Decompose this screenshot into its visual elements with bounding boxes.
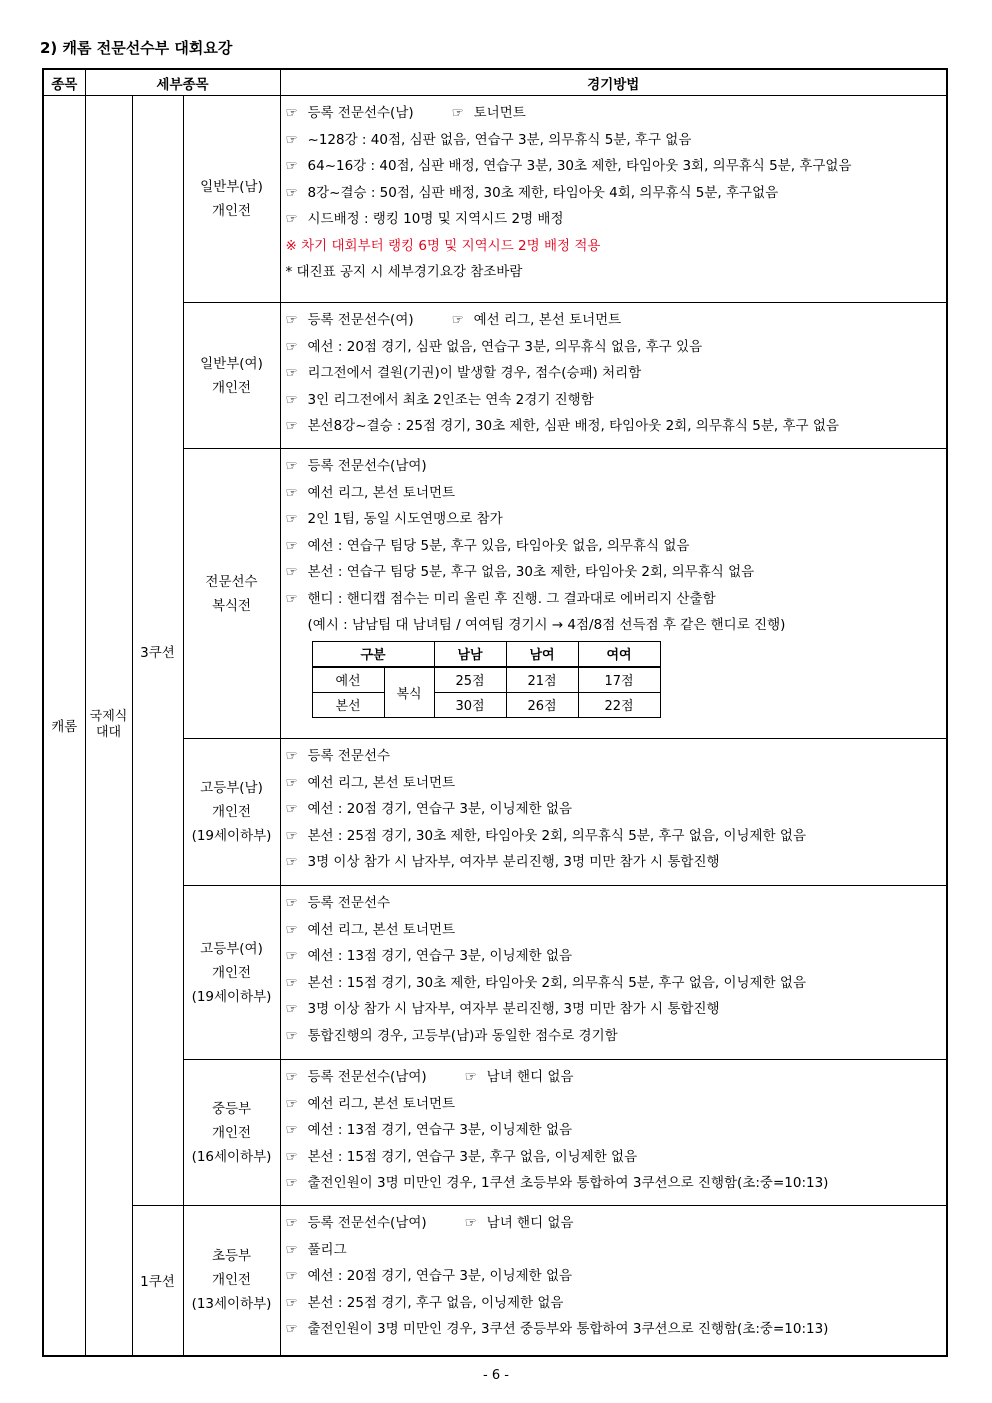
method-line xyxy=(286,1091,946,1118)
pointing-hand-icon: ☞ xyxy=(285,590,298,607)
method-line xyxy=(286,1316,946,1343)
pointing-hand-icon: ☞ xyxy=(285,511,298,527)
score-value: 21점 xyxy=(506,667,578,693)
method-lines xyxy=(286,890,946,1049)
pointing-hand-icon: ☞ xyxy=(285,827,298,844)
rules-table xyxy=(42,68,948,1357)
method-lines xyxy=(286,743,946,876)
notice-red: ※ 차기 대회부터 랭킹 6명 및 지역시드 2명 배정 적용 xyxy=(285,237,601,254)
pointing-hand-icon: ☞ xyxy=(285,312,298,328)
method-cell xyxy=(280,739,947,886)
method-line-text: 시드배정 : 랭킹 10명 및 지역시드 2명 배정 xyxy=(307,211,564,227)
pointing-hand-icon: ☞ xyxy=(285,854,298,870)
method-cell xyxy=(280,1060,947,1206)
method-line xyxy=(286,180,946,207)
method-line xyxy=(286,453,946,480)
pointing-hand-icon: ☞ xyxy=(285,1175,298,1191)
method-line xyxy=(286,943,946,970)
method-lines xyxy=(286,1064,946,1197)
cushion-1-cell: 1쿠션 xyxy=(132,1206,183,1356)
sub-event-name xyxy=(183,1060,280,1206)
method-lines xyxy=(286,100,946,286)
pointing-hand-icon: ☞ xyxy=(285,1294,298,1311)
sub-event-name xyxy=(183,739,280,886)
method-line-text: 등록 전문선수(남여) xyxy=(307,1215,427,1231)
method-line xyxy=(286,1237,946,1264)
method-line xyxy=(286,334,946,361)
score-header-row xyxy=(312,641,660,667)
method-line-text: 본선 : 25점 경기, 후구 없음, 이닝제한 없음 xyxy=(307,1294,564,1311)
pointing-hand-icon: ☞ xyxy=(285,391,298,408)
score-merged-label: 복식 xyxy=(384,667,434,718)
pointing-hand-icon: ☞ xyxy=(285,1001,298,1017)
method-line-text: 통합진행의 경우, 고등부(남)과 동일한 점수로 경기함 xyxy=(307,1027,618,1044)
method-line xyxy=(286,1263,946,1290)
method-line-text: 등록 전문선수 xyxy=(307,748,391,764)
method-line-extra: 남녀 핸디 없음 xyxy=(486,1215,574,1231)
method-line xyxy=(286,413,946,440)
method-line-text: 예선 : 20점 경기, 연습구 3분, 이닝제한 없음 xyxy=(307,1268,573,1284)
section-row xyxy=(43,1206,947,1356)
pointing-hand-icon: ☞ xyxy=(285,801,298,817)
method-line xyxy=(286,823,946,850)
pointing-hand-icon: ☞ xyxy=(464,1069,477,1085)
section-row xyxy=(43,96,947,303)
method-line-text: 예선 : 13점 경기, 연습구 3분, 이닝제한 없음 xyxy=(307,1122,573,1138)
pointing-hand-icon: ☞ xyxy=(285,338,298,355)
method-line-text: 출전인원이 3명 미만인 경우, 1쿠션 초등부와 통합하여 3쿠션으로 진행함(초:중=10:13) xyxy=(307,1175,829,1191)
type-cell: 국제식 대대 xyxy=(85,96,132,1356)
sub-event-name xyxy=(183,303,280,449)
method-cell xyxy=(280,1206,947,1356)
sub-event-name xyxy=(183,886,280,1060)
header-event: 종목 xyxy=(43,69,85,96)
method-line-text: 예선 리그, 본선 토너먼트 xyxy=(307,1095,456,1112)
event-cell: 캐롬 xyxy=(43,96,85,1356)
sub-event-label: 전문선수 복식전 xyxy=(205,573,258,614)
method-line-text: 예선 : 13점 경기, 연습구 3분, 이닝제한 없음 xyxy=(307,948,573,964)
sub-event-label: 일반부(여) 개인전 xyxy=(200,355,263,396)
score-header: 구분 xyxy=(312,641,434,667)
method-cell xyxy=(280,449,947,739)
sub-event-name xyxy=(183,1206,280,1356)
pointing-hand-icon: ☞ xyxy=(285,1148,298,1165)
score-value: 30점 xyxy=(434,692,506,717)
pointing-hand-icon: ☞ xyxy=(285,1027,298,1044)
pointing-hand-icon: ☞ xyxy=(285,1241,298,1258)
pointing-hand-icon: ☞ xyxy=(285,1122,298,1138)
score-row xyxy=(312,692,660,717)
method-line-text: 예선 리그, 본선 토너먼트 xyxy=(307,484,456,501)
method-line xyxy=(286,996,946,1023)
method-cell xyxy=(280,886,947,1060)
method-line-text: 등록 전문선수(남) xyxy=(307,105,414,121)
pointing-hand-icon: ☞ xyxy=(285,1268,298,1284)
score-header: 여여 xyxy=(578,641,660,667)
method-line xyxy=(286,533,946,560)
sub-event-name xyxy=(183,449,280,739)
method-line xyxy=(286,1144,946,1171)
pointing-hand-icon: ☞ xyxy=(451,105,464,121)
score-header: 남남 xyxy=(434,641,506,667)
header-sub-event: 세부종목 xyxy=(85,69,280,96)
method-line-text: 3명 이상 참가 시 남자부, 여자부 분리진행, 3명 미만 참가 시 통합진행 xyxy=(307,854,720,870)
score-header: 남여 xyxy=(506,641,578,667)
pointing-hand-icon: ☞ xyxy=(285,1069,298,1085)
method-line xyxy=(286,100,946,127)
method-line xyxy=(286,1290,946,1317)
method-line-text: ~128강 : 40점, 심판 없음, 연습구 3분, 의무휴식 5분, 후구 없음 xyxy=(307,131,692,148)
method-line-text: 3명 이상 참가 시 남자부, 여자부 분리진행, 3명 미만 참가 시 통합진행 xyxy=(307,1001,720,1017)
pointing-hand-icon: ☞ xyxy=(285,1215,298,1231)
method-line xyxy=(286,1170,946,1197)
method-line-extra: 토너먼트 xyxy=(473,105,526,121)
pointing-hand-icon: ☞ xyxy=(285,974,298,991)
page-number: - 6 - xyxy=(483,1368,509,1383)
method-line-text: 본선 : 25점 경기, 30초 제한, 타임아웃 2회, 의무휴식 5분, 후구 없음, 이닝제한 없음 xyxy=(307,827,806,844)
method-line xyxy=(286,1023,946,1050)
pointing-hand-icon: ☞ xyxy=(285,895,298,911)
method-line xyxy=(286,890,946,917)
pointing-hand-icon: ☞ xyxy=(285,1321,298,1337)
method-line-text: 64~16강 : 40점, 심판 배정, 연습구 3분, 30초 제한, 타임아웃 3회, 의무휴식 5분, 후구없음 xyxy=(307,158,852,174)
pointing-hand-icon: ☞ xyxy=(285,921,298,938)
method-line-text: 예선 리그, 본선 토너먼트 xyxy=(307,774,456,791)
header-row xyxy=(43,69,947,96)
method-line-text: 3인 리그전에서 최초 2인조는 연속 2경기 진행함 xyxy=(307,391,594,408)
method-line xyxy=(286,506,946,533)
method-line-text: 등록 전문선수(남여) xyxy=(307,458,427,474)
sub-event-label: 고등부(여) 개인전 (19세이하부) xyxy=(191,940,272,1005)
method-line xyxy=(286,770,946,797)
pointing-hand-icon: ☞ xyxy=(285,418,298,434)
pointing-hand-icon: ☞ xyxy=(285,537,298,554)
pointing-hand-icon: ☞ xyxy=(285,484,298,501)
method-line-text: 등록 전문선수(남여) xyxy=(307,1069,427,1085)
method-line-text: 등록 전문선수(여) xyxy=(307,312,414,328)
method-line xyxy=(286,586,946,613)
score-value: 26점 xyxy=(506,692,578,717)
pointing-hand-icon: ☞ xyxy=(285,105,298,121)
notice: * 대진표 공지 시 세부경기요강 참조바람 xyxy=(285,264,523,280)
score-value: 22점 xyxy=(578,692,660,717)
method-line xyxy=(286,743,946,770)
method-line-text: 풀리그 xyxy=(307,1241,347,1258)
method-line-text: 본선8강~결승 : 25점 경기, 30초 제한, 심판 배정, 타임아웃 2회, 의무휴식 5분, 후구 없음 xyxy=(307,418,839,434)
method-lines xyxy=(286,1210,946,1343)
method-line xyxy=(286,1210,946,1237)
score-row xyxy=(312,667,660,693)
method-line-text: 예선 : 20점 경기, 연습구 3분, 이닝제한 없음 xyxy=(307,801,573,817)
score-label: 본선 xyxy=(312,692,384,717)
method-line xyxy=(286,917,946,944)
sub-event-label: 초등부 개인전 (13세이하부) xyxy=(191,1248,272,1313)
method-line xyxy=(286,360,946,387)
sub-event-label: 일반부(남) 개인전 xyxy=(200,179,263,219)
score-value: 17점 xyxy=(578,667,660,693)
pointing-hand-icon: ☞ xyxy=(285,948,298,964)
pointing-hand-icon: ☞ xyxy=(285,184,298,201)
method-line-extra: 예선 리그, 본선 토너먼트 xyxy=(473,312,622,328)
pointing-hand-icon: ☞ xyxy=(285,774,298,791)
example-text: (예시 : 남남팀 대 남녀팀 / 여여팀 경기시 → 4점/8점 선득점 후 같은 핸디로 진행) xyxy=(307,617,786,633)
pointing-hand-icon: ☞ xyxy=(285,564,298,580)
method-line-extra: 남녀 핸디 없음 xyxy=(486,1069,574,1085)
header-method: 경기방법 xyxy=(280,69,947,96)
method-line xyxy=(286,480,946,507)
sub-event-label: 고등부(남) 개인전 (19세이하부) xyxy=(191,780,272,844)
pointing-hand-icon: ☞ xyxy=(451,312,464,328)
method-line xyxy=(286,153,946,180)
method-line-text: 출전인원이 3명 미만인 경우, 3쿠션 중등부와 통합하여 3쿠션으로 진행함(초:중=10:13) xyxy=(307,1321,829,1337)
method-line xyxy=(286,206,946,233)
pointing-hand-icon: ☞ xyxy=(285,365,298,381)
method-line-text: 본선 : 15점 경기, 30초 제한, 타임아웃 2회, 의무휴식 5분, 후구 없음, 이닝제한 없음 xyxy=(307,974,806,991)
method-line-text: 본선 : 15점 경기, 연습구 3분, 후구 없음, 이닝제한 없음 xyxy=(307,1148,638,1165)
method-line-text: 2인 1팀, 동일 시도연맹으로 참가 xyxy=(307,511,503,527)
method-line-text: 핸디 : 핸디캡 점수는 미리 올린 후 진행. 그 결과대로 에버리지 산출함 xyxy=(307,590,716,607)
pointing-hand-icon: ☞ xyxy=(285,1095,298,1112)
pointing-hand-icon: ☞ xyxy=(285,748,298,764)
score-table xyxy=(312,641,661,718)
method-line xyxy=(286,849,946,876)
cushion-3-cell: 3쿠션 xyxy=(132,96,183,1206)
method-line xyxy=(286,387,946,414)
method-line xyxy=(286,1117,946,1144)
method-line-text: 예선 : 20점 경기, 심판 없음, 연습구 3분, 의무휴식 없음, 후구 있음 xyxy=(307,338,703,355)
method-line-text: 등록 전문선수 xyxy=(307,895,391,911)
method-line-text: 예선 : 연습구 팀당 5분, 후구 있음, 타임아웃 없음, 의무휴식 없음 xyxy=(307,537,690,554)
method-cell xyxy=(280,96,947,303)
method-line xyxy=(286,1064,946,1091)
method-line xyxy=(286,307,946,334)
sub-event-label: 중등부 개인전 (16세이하부) xyxy=(191,1100,272,1165)
method-line-text: 본선 : 연습구 팀당 5분, 후구 없음, 30초 제한, 타임아웃 2회, 의무휴식 없음 xyxy=(307,564,755,580)
pointing-hand-icon: ☞ xyxy=(285,131,298,148)
pointing-hand-icon: ☞ xyxy=(464,1215,477,1231)
method-line-text: 8강~결승 : 50점, 심판 배정, 30초 제한, 타임아웃 4회, 의무휴식 5분, 후구없음 xyxy=(307,184,779,201)
method-line xyxy=(286,970,946,997)
method-line-text: 예선 리그, 본선 토너먼트 xyxy=(307,921,456,938)
method-lines xyxy=(286,453,946,639)
score-value: 25점 xyxy=(434,667,506,693)
pointing-hand-icon: ☞ xyxy=(285,158,298,174)
method-cell xyxy=(280,303,947,449)
method-line-text: 리그전에서 결원(기권)이 발생할 경우, 점수(승패) 처리함 xyxy=(307,365,642,381)
sub-event-name xyxy=(183,96,280,303)
method-line xyxy=(286,127,946,154)
method-line xyxy=(286,559,946,586)
method-lines xyxy=(286,307,946,440)
score-label: 예선 xyxy=(312,667,384,693)
pointing-hand-icon: ☞ xyxy=(285,458,298,474)
page-title: 2) 캐롬 전문선수부 대회요강 xyxy=(40,39,233,57)
pointing-hand-icon: ☞ xyxy=(285,211,298,227)
method-line xyxy=(286,796,946,823)
